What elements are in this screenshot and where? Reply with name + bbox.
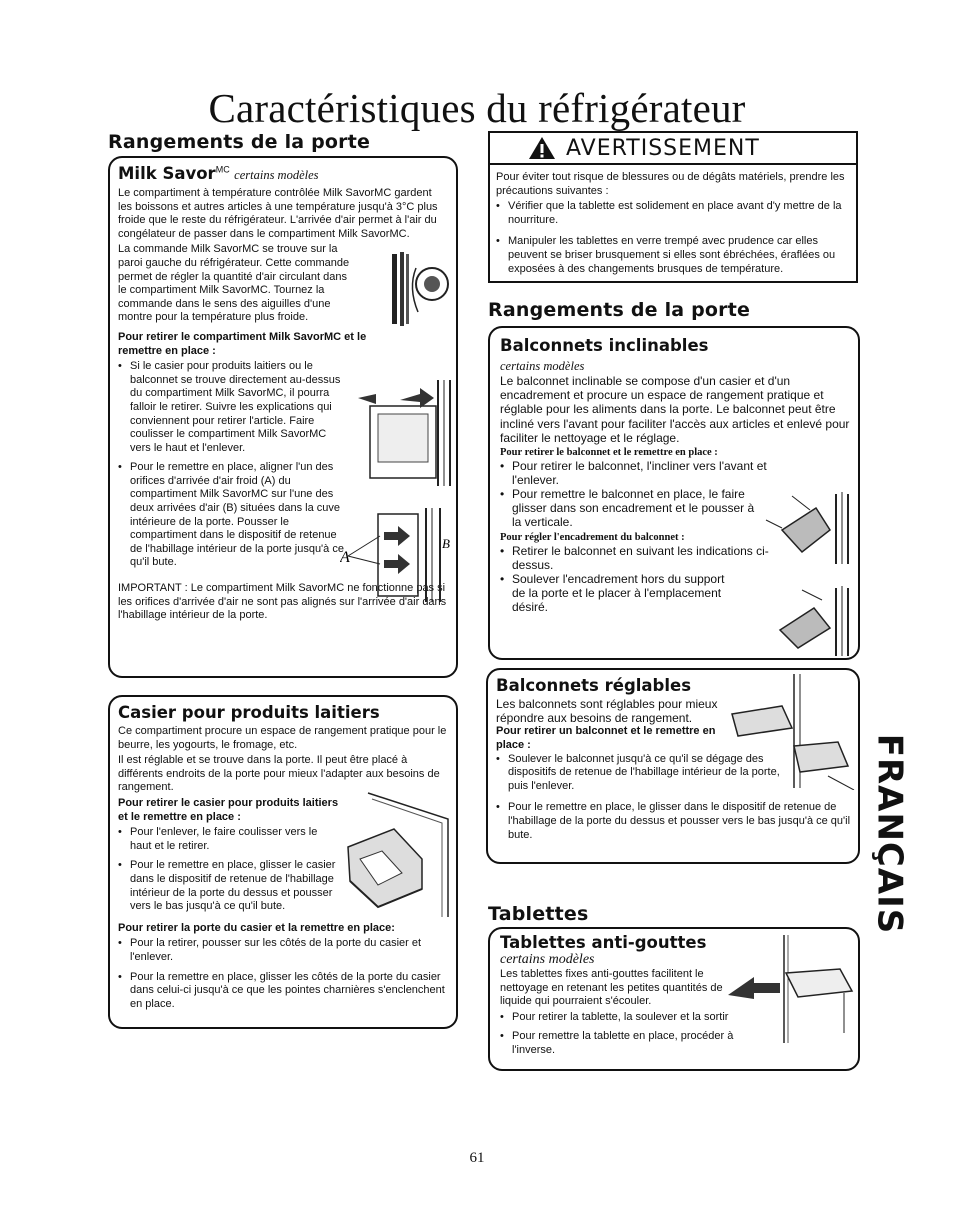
francais-text: FRANÇAIS — [869, 733, 910, 935]
dairy-remove-heading: Pour retirer le casier pour produits laitiers et le remettre en place : — [118, 796, 339, 823]
tilt-para: Le balconnet inclinable se compose d'un casier et d'un encadrement et procure un espace de rangement pratique et réglable pour les aliments dans la porte. Le balconnet peut être incliné vers l'avant pour faciliter l'accès aux articles et enlevé pour faciliter le nettoyage et le réglage. — [500, 374, 850, 445]
dairy-compartment-illustration — [338, 789, 456, 919]
spill-bullet-1: • Pour retirer la tablette, la soulever et la sortir — [500, 1011, 768, 1025]
control-knob-illustration — [388, 248, 450, 330]
dairy-para1: Ce compartiment procure un espace de rangement pratique pour le beurre, les yogourts, le fromage, etc. — [118, 725, 447, 751]
air-inlet-illustration — [340, 506, 452, 604]
dairy-bullet-1: • Pour l'enlever, le faire coulisser vers le haut et le retirer. — [118, 826, 340, 853]
milk-savor-remove-heading: Pour retirer le compartiment Milk SavorMC et le remettre en place : — [118, 330, 367, 357]
tilt-remove-heading: Pour retirer le balconnet et le remettre en place : — [500, 447, 718, 459]
milk-savor-heading-sup: MC — [215, 164, 230, 175]
milk-savor-para2: La commande Milk SavorMC se trouve sur la paroi gauche du réfrigérateur. Cette commande permet de régler la quantité d'air circulant dans le compartiment Milk SavorMC. Tournez la commande dans le sens des aiguilles d'une montre pour la température plus froide. — [118, 243, 350, 324]
spill-shelves-box — [488, 927, 860, 1071]
adjustable-bullet-1: • Soulever le balconnet jusqu'à ce qu'il se dégage des dispositifs de retenue de l'habillage intérieur de la porte, puis l'enlever. — [496, 753, 786, 794]
tilt-bullet-2: • Pour remettre le balconnet en place, le faire glisser dans son encadrement et le pousser à la verticale. — [500, 487, 762, 529]
dairy-para2: Il est réglable et se trouve dans la porte. Il peut être placé à différents endroits de la porte pour mieux l'adapter aux besoins de rangement. — [118, 754, 440, 794]
milk-savor-heading: Milk Savor — [118, 164, 216, 183]
section-title-door-storage: Rangements de la porte — [108, 131, 371, 153]
milk-savor-bullet-1: • Si le casier pour produits laitiers ou le balconnet se trouve directement au-dessus du compartiment Milk SavorMC, il pourra falloir le retirer. Suivre les explications qui conviennent pour retirer l'article. Faire coulisser le compartiment Milk SavorMC vers le haut et l'enlever. — [118, 360, 350, 455]
milk-savor-para1: Le compartiment à température contrôlée Milk SavorMC gardent les boissons et autres articles à une température jusqu'à 3°C plus froide que le reste du réfrigérateur. L'arrivée d'air permet à l'air du congélateur de passer dans le compartiment Milk SavorMC. — [118, 187, 438, 240]
adjustable-bins-box — [486, 668, 860, 864]
warning-intro: Pour éviter tout risque de blessures ou de dégâts matériels, prendre les précautions suivantes : — [496, 171, 845, 197]
tilt-bins-box — [488, 326, 860, 660]
adjustable-bin-illustration — [728, 672, 856, 790]
section-title-shelves: Tablettes — [488, 903, 589, 925]
dairy-compartment-box — [108, 695, 458, 1029]
tilt-models: certains modèles — [500, 359, 585, 373]
dairy-door-bullet-1: • Pour la retirer, pousser sur les côtés de la porte du casier et l'enlever. — [118, 937, 454, 964]
spill-para: Les tablettes fixes anti-gouttes facilitent le nettoyage en retenant les petites quantités de liquide qui pourraient s'écouler. — [500, 968, 723, 1008]
tilt-adjust-heading: Pour régler l'encadrement du balconnet : — [500, 532, 685, 544]
tilt-bin-illustration-1 — [762, 490, 854, 566]
label-b: B — [442, 536, 450, 551]
tilt-bullet-3: • Retirer le balconnet en suivant les indications ci-dessus. — [500, 544, 772, 572]
dairy-bullet-2: • Pour le remettre en place, glisser le casier dans le dispositif de retenue de l'habillage intérieur de la porte du dessus et pousser vers le bas jusqu'à ce qu'il bute. — [118, 859, 340, 913]
milk-savor-models: certains modèles — [234, 168, 319, 182]
warning-box — [488, 131, 858, 283]
dairy-door-bullet-2: • Pour la remettre en place, glisser les côtés de la porte du casier dans celui-ci jusqu'à ce que les pointes charnières s'enclenchent en place. — [118, 971, 454, 1012]
label-a: A — [340, 549, 350, 566]
adjustable-para: Les balconnets sont réglables pour mieux répondre aux besoins de rangement. — [496, 697, 718, 726]
dairy-heading: Casier pour produits laitiers — [118, 703, 380, 722]
tilt-bin-illustration-2 — [762, 586, 854, 658]
milk-savor-box — [108, 156, 458, 678]
dairy-door-heading: Pour retirer la porte du casier et la remettre en place: — [118, 921, 395, 934]
warning-title: AVERTISSEMENT — [566, 135, 760, 161]
compartment-slide-illustration — [354, 376, 456, 488]
adjustable-heading: Balconnets réglables — [496, 676, 692, 695]
page-title: Caractéristiques du réfrigérateur — [208, 85, 746, 131]
warning-bullet-1: • Vérifier que la tablette est solidement en place avant d'y mettre de la nourriture. — [496, 200, 850, 227]
warning-triangle-icon — [528, 136, 556, 160]
tilt-bullet-4: • Soulever l'encadrement hors du support de la porte et le placer à l'emplacement désiré. — [500, 572, 732, 614]
spill-shelf-illustration — [724, 933, 856, 1045]
tilt-heading: Balconnets inclinables — [500, 336, 709, 355]
adjustable-bullet-2: • Pour le remettre en place, le glisser dans le dispositif de retenue de l'habillage de la porte du dessus et pousser vers le bas jusqu'à ce qu'il bute. — [496, 801, 852, 842]
milk-savor-bullet-2: • Pour le remettre en place, aligner l'un des orifices d'arrivée d'air froid (A) du compartiment Milk SavorMC sur l'une des deux arrivées d'air (B) situées dans la cuve intérieure de la porte. Pousser le compartiment dans le dispositif de retenue de l'habillage intérieur de la porte jusqu'à ce qu'il bute. — [118, 461, 350, 570]
francais-side-label — [866, 724, 910, 944]
warning-header — [490, 133, 856, 165]
spill-heading: Tablettes anti-gouttes — [500, 933, 707, 952]
spill-models: certains modèles — [500, 952, 595, 967]
warning-bullet-2: • Manipuler les tablettes en verre trempé avec prudence car elles peuvent se briser brusquement si elles sont ébréchées, éraflées ou exposées à des changements brusques de température. — [496, 235, 850, 276]
adjustable-remove-heading: Pour retirer un balconnet et le remettre en place : — [496, 725, 716, 751]
milk-savor-important: IMPORTANT : Le compartiment Milk SavorMC ne fonctionne pas si les orifices d'arrivée d'air ne sont pas alignés sur l'arrivée d'air dans l'habillage intérieur de la porte. — [118, 582, 447, 622]
spill-bullet-2: • Pour remettre la tablette en place, procéder à l'inverse. — [500, 1030, 768, 1057]
page-number: 61 — [469, 1150, 485, 1166]
section-title-door-storage-right: Rangements de la porte — [488, 299, 751, 321]
tilt-bullet-1: • Pour retirer le balconnet, l'incliner vers l'avant et l'enlever. — [500, 459, 772, 487]
